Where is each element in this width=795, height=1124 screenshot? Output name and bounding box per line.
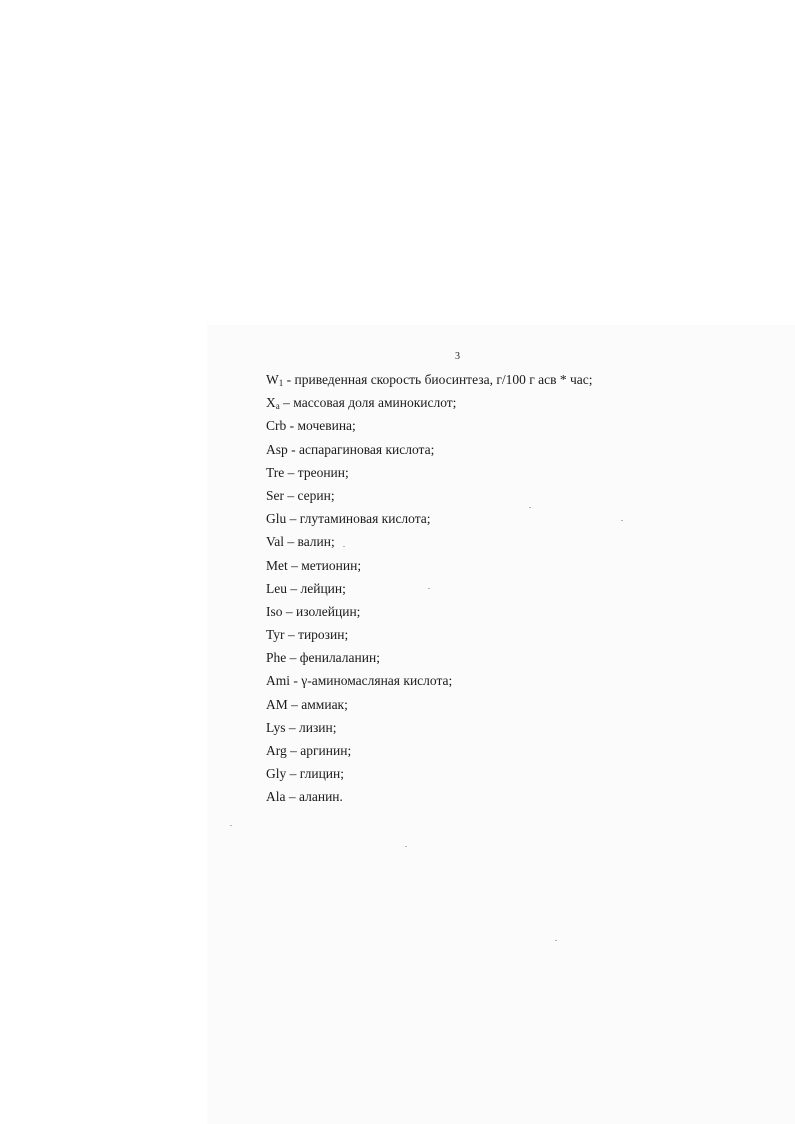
scan-speck — [405, 846, 407, 847]
list-item — [266, 623, 593, 646]
abbreviation-symbol: Ala — [266, 789, 286, 805]
list-item — [266, 554, 593, 577]
abbreviation-symbol: Lys — [266, 719, 286, 735]
list-item — [266, 716, 593, 739]
list-item — [266, 507, 593, 530]
abbreviation-definition: - мочевина; — [286, 418, 356, 434]
abbreviation-symbol: Ami — [266, 673, 291, 689]
list-item — [266, 530, 593, 553]
abbreviation-symbol: Val — [266, 534, 284, 550]
scan-speck — [529, 507, 531, 508]
list-item — [266, 600, 593, 623]
page-number: 3 — [455, 351, 460, 362]
abbreviation-symbol: W — [266, 372, 279, 387]
abbreviation-symbol: Crb — [266, 418, 287, 434]
scan-speck — [230, 825, 232, 826]
abbreviation-symbol: Asp — [266, 441, 288, 457]
abbreviation-symbol: Tyr — [266, 627, 285, 643]
scan-speck — [621, 520, 623, 521]
scan-speck — [555, 940, 557, 941]
abbreviation-definition: - γ-аминомасляная кислота; — [290, 673, 453, 689]
abbreviation-symbol: Glu — [266, 511, 287, 527]
abbreviation-definition: – глутаминовая кислота; — [286, 511, 431, 527]
abbreviation-definition: – глицин; — [286, 766, 344, 782]
abbreviation-symbol: Tre — [266, 464, 285, 480]
list-item — [266, 484, 593, 507]
abbreviation-definition: – лизин; — [285, 719, 337, 735]
list-item — [266, 438, 593, 461]
abbreviation-symbol: Leu — [266, 580, 287, 596]
abbreviation-symbol: Iso — [266, 603, 283, 619]
list-item — [266, 646, 593, 669]
abbreviation-subscript: 1 — [278, 378, 284, 388]
abbreviation-subscript: a — [275, 401, 280, 412]
scan-speck — [428, 588, 430, 589]
abbreviation-symbol: Gly — [266, 766, 287, 782]
list-item — [266, 693, 593, 716]
abbreviation-symbol: Phe — [266, 650, 287, 666]
abbreviation-definition: – аргинин; — [286, 743, 352, 758]
abbreviation-definition: – фенилаланин; — [286, 650, 380, 666]
abbreviation-definition: – серин; — [284, 487, 335, 503]
list-item — [266, 391, 593, 414]
list-item — [266, 762, 593, 785]
abbreviation-definition: – изолейцин; — [282, 603, 361, 619]
abbreviation-symbol: X — [266, 395, 276, 411]
list-item — [266, 739, 593, 762]
abbreviation-definition: – аланин. — [285, 789, 343, 805]
scan-speck — [343, 546, 345, 547]
abbreviation-definition: – тирозин; — [284, 627, 349, 643]
abbreviation-definition: – массовая доля аминокислот; — [279, 395, 457, 411]
list-item — [266, 461, 593, 484]
abbreviation-symbol: Ser — [266, 487, 284, 503]
abbreviation-definition: – валин; — [284, 534, 335, 550]
list-item — [266, 785, 593, 808]
list-item — [266, 669, 593, 692]
abbreviation-definition: – метионин; — [287, 557, 362, 573]
abbreviation-definition: - аспарагиновая кислота; — [287, 441, 435, 457]
abbreviation-definition: - приведенная скорость биосинтеза, г/100 г асв * час; — [283, 372, 593, 387]
list-item — [266, 414, 593, 437]
list-item — [266, 368, 593, 391]
abbreviation-definition: – треонин; — [284, 464, 349, 480]
abbreviation-definition: – аммиак; — [287, 696, 348, 712]
abbreviation-symbol: AM — [266, 696, 288, 712]
abbreviation-symbol: Met — [266, 557, 288, 573]
abbreviation-definition: – лейцин; — [287, 580, 346, 596]
abbreviation-symbol: Arg — [266, 743, 287, 758]
